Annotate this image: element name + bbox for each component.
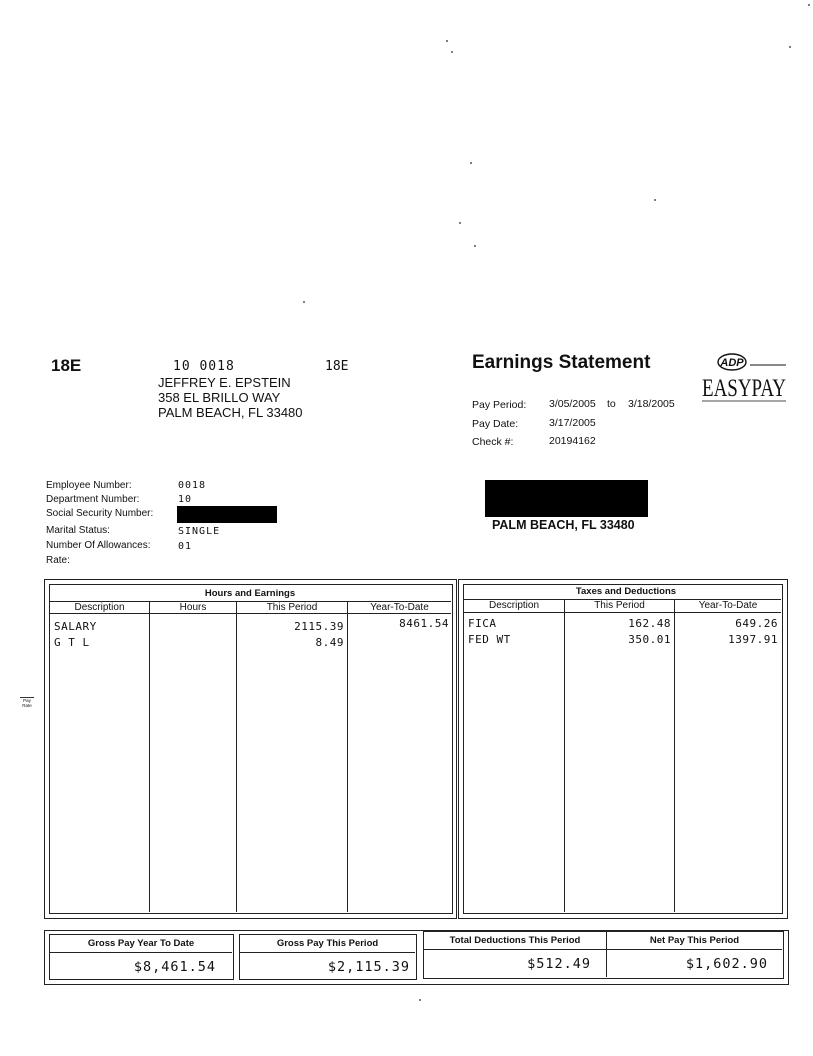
marital-status: SINGLE bbox=[178, 526, 221, 537]
gross-ytd-value: $8,461.54 bbox=[133, 959, 216, 975]
earnings-row-1-description: SALARY bbox=[54, 620, 97, 633]
side-note-line2: Rate bbox=[22, 703, 32, 708]
taxes-col-description: Description bbox=[488, 600, 540, 611]
earnings-col-ytd: Year-To-Date bbox=[370, 602, 429, 613]
allowances-label: Number Of Allowances: bbox=[46, 540, 151, 551]
logo-adp-text: ADP bbox=[720, 357, 744, 369]
pay-period-to-word: to bbox=[607, 398, 616, 410]
taxes-row-1-this-period: 162.48 bbox=[628, 617, 671, 630]
earnings-col-description: Description bbox=[74, 602, 125, 613]
earnings-row-1-this-period: 2115.39 bbox=[294, 620, 344, 633]
pay-period-from: 3/05/2005 bbox=[549, 398, 596, 410]
statement-title: Earnings Statement bbox=[472, 352, 651, 373]
company-code: 18E bbox=[51, 356, 82, 375]
earnings-col-this-period: This Period bbox=[266, 602, 318, 613]
allowances: 01 bbox=[178, 541, 193, 552]
gross-period-label: Gross Pay This Period bbox=[276, 938, 379, 949]
employee-name: JEFFREY E. EPSTEIN bbox=[158, 375, 291, 390]
employee-city: PALM BEACH, FL 33480 bbox=[158, 405, 303, 420]
marital-status-label: Marital Status: bbox=[46, 525, 110, 536]
employee-number-label: Employee Number: bbox=[46, 480, 132, 491]
earnings-row-1-ytd: 8461.54 bbox=[399, 617, 449, 630]
taxes-col-this-period: This Period bbox=[594, 600, 645, 611]
taxes-col-ytd: Year-To-Date bbox=[698, 600, 758, 611]
employee-street: 358 EL BRILLO WAY bbox=[158, 390, 281, 405]
taxes-row-1-description: FICA bbox=[468, 617, 497, 630]
taxes-title: Taxes and Deductions bbox=[575, 586, 677, 597]
side-note-line1: Pay bbox=[23, 698, 31, 703]
department-number: 10 bbox=[178, 494, 193, 505]
check-number: 20194162 bbox=[549, 435, 596, 447]
pay-period-label: Pay Period: bbox=[472, 399, 527, 411]
gross-period-value: $2,115.39 bbox=[327, 959, 410, 975]
net-pay-label: Net Pay This Period bbox=[649, 935, 740, 946]
taxes-row-2-description: FED WT bbox=[468, 633, 511, 646]
total-deductions-label: Total Deductions This Period bbox=[449, 935, 581, 946]
company-code-right: 18E bbox=[325, 359, 349, 374]
earnings-row-2-this-period: 8.49 bbox=[315, 636, 344, 649]
rate-label: Rate: bbox=[46, 555, 70, 566]
ssn-redaction bbox=[177, 506, 277, 523]
taxes-row-2-ytd: 1397.91 bbox=[728, 633, 778, 646]
department-number-label: Department Number: bbox=[46, 494, 140, 505]
file-number: 10 0018 bbox=[173, 359, 235, 374]
earnings-row-2-description: G T L bbox=[54, 636, 90, 649]
pay-period-to: 3/18/2005 bbox=[628, 398, 675, 410]
earnings-title: Hours and Earnings bbox=[204, 588, 296, 599]
adp-easypay-logo bbox=[700, 352, 790, 404]
earnings-col-hours: Hours bbox=[179, 602, 207, 613]
check-label: Check #: bbox=[472, 436, 514, 448]
net-pay-value: $1,602.90 bbox=[685, 956, 768, 972]
earnings-table bbox=[49, 584, 453, 914]
ssn-label: Social Security Number: bbox=[46, 508, 154, 519]
taxes-row-1-ytd: 649.26 bbox=[735, 617, 778, 630]
total-deductions-value: $512.49 bbox=[527, 956, 591, 972]
office-city: PALM BEACH, FL 33480 bbox=[492, 518, 635, 532]
address-redaction bbox=[485, 480, 648, 517]
pay-date: 3/17/2005 bbox=[549, 417, 596, 429]
gross-ytd-label: Gross Pay Year To Date bbox=[87, 938, 195, 949]
pay-date-label: Pay Date: bbox=[472, 418, 519, 430]
side-note bbox=[20, 697, 34, 708]
logo-easypay-text: EASYPAY bbox=[702, 375, 786, 402]
employee-number: 0018 bbox=[178, 480, 207, 491]
taxes-row-2-this-period: 350.01 bbox=[628, 633, 671, 646]
